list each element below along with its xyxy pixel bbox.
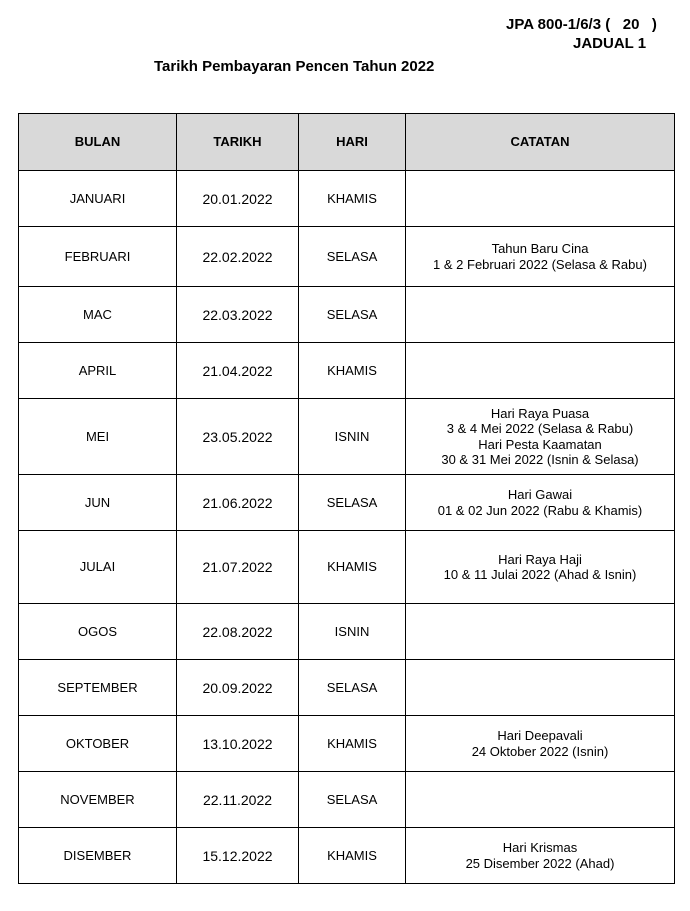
day-cell: SELASA	[299, 227, 406, 287]
date-cell: 23.05.2022	[177, 399, 299, 475]
table-row	[19, 227, 675, 287]
month-cell: JUN	[19, 475, 177, 531]
pension-payment-table	[18, 113, 675, 884]
table-row	[19, 399, 675, 475]
note-line: Hari Krismas	[502, 840, 578, 855]
day-cell: SELASA	[299, 475, 406, 531]
table-row	[19, 828, 675, 884]
note-line: 1 & 2 Februari 2022 (Selasa & Rabu)	[433, 256, 647, 272]
note-line: Hari Gawai	[507, 487, 573, 502]
table-row	[19, 287, 675, 343]
notes-cell	[406, 716, 675, 772]
note-line: 10 & 11 Julai 2022 (Ahad & Isnin)	[443, 567, 637, 582]
date-cell: 15.12.2022	[177, 828, 299, 884]
date-cell: 13.10.2022	[177, 716, 299, 772]
month-cell: NOVEMBER	[19, 772, 177, 828]
month-cell: OGOS	[19, 604, 177, 660]
month-cell: MEI	[19, 399, 177, 475]
date-cell: 22.11.2022	[177, 772, 299, 828]
note-line: 30 & 31 Mei 2022 (Isnin & Selasa)	[441, 452, 639, 467]
notes-cell	[406, 772, 675, 828]
day-cell: ISNIN	[299, 399, 406, 475]
month-cell: DISEMBER	[19, 828, 177, 884]
month-cell: MAC	[19, 287, 177, 343]
table-row	[19, 772, 675, 828]
header-day: HARI	[299, 114, 406, 171]
date-cell: 22.03.2022	[177, 287, 299, 343]
notes-cell	[406, 227, 675, 287]
month-cell: APRIL	[19, 343, 177, 399]
notes-cell	[406, 343, 675, 399]
schedule-label: JADUAL 1	[573, 35, 647, 52]
date-cell: 21.06.2022	[177, 475, 299, 531]
table-row	[19, 531, 675, 604]
notes-cell	[406, 660, 675, 716]
notes-cell	[406, 171, 675, 227]
date-cell: 21.04.2022	[177, 343, 299, 399]
note-line: Hari Raya Haji	[498, 551, 582, 567]
note-line: 24 Oktober 2022 (Isnin)	[471, 743, 609, 759]
table-row	[19, 660, 675, 716]
date-cell: 20.09.2022	[177, 660, 299, 716]
date-cell: 22.08.2022	[177, 604, 299, 660]
notes-cell	[406, 604, 675, 660]
header-month: BULAN	[19, 114, 177, 171]
month-cell: OKTOBER	[19, 716, 177, 772]
day-cell: SELASA	[299, 287, 406, 343]
reference-number: JPA 800-1/6/3 ( 20 )	[506, 16, 657, 33]
day-cell: KHAMIS	[299, 171, 406, 227]
note-line: Tahun Baru Cina	[491, 241, 589, 256]
notes-cell	[406, 399, 675, 475]
page-title: Tarikh Pembayaran Pencen Tahun 2022	[154, 58, 435, 75]
month-cell: JANUARI	[19, 171, 177, 227]
table-row	[19, 171, 675, 227]
month-cell: FEBRUARI	[19, 227, 177, 287]
day-cell: KHAMIS	[299, 531, 406, 604]
table-row	[19, 343, 675, 399]
table-row	[19, 475, 675, 531]
day-cell: SELASA	[299, 772, 406, 828]
table-row	[19, 716, 675, 772]
note-line: 3 & 4 Mei 2022 (Selasa & Rabu)	[446, 421, 634, 436]
date-cell: 22.02.2022	[177, 227, 299, 287]
day-cell: KHAMIS	[299, 716, 406, 772]
note-line: Hari Deepavali	[497, 728, 583, 743]
day-cell: KHAMIS	[299, 828, 406, 884]
notes-cell	[406, 828, 675, 884]
notes-cell	[406, 531, 675, 604]
note-line: Hari Raya Puasa	[490, 405, 590, 421]
day-cell: KHAMIS	[299, 343, 406, 399]
day-cell: ISNIN	[299, 604, 406, 660]
table-header-row	[19, 114, 675, 171]
note-line: 25 Disember 2022 (Ahad)	[465, 855, 615, 871]
header-notes: CATATAN	[406, 114, 675, 171]
month-cell: SEPTEMBER	[19, 660, 177, 716]
notes-cell	[406, 475, 675, 531]
header-date: TARIKH	[177, 114, 299, 171]
table-body	[19, 171, 675, 884]
date-cell: 21.07.2022	[177, 531, 299, 604]
day-cell: SELASA	[299, 660, 406, 716]
date-cell: 20.01.2022	[177, 171, 299, 227]
notes-cell	[406, 287, 675, 343]
note-line: 01 & 02 Jun 2022 (Rabu & Khamis)	[437, 502, 643, 518]
note-line: Hari Pesta Kaamatan	[478, 436, 602, 452]
month-cell: JULAI	[19, 531, 177, 604]
table-row	[19, 604, 675, 660]
